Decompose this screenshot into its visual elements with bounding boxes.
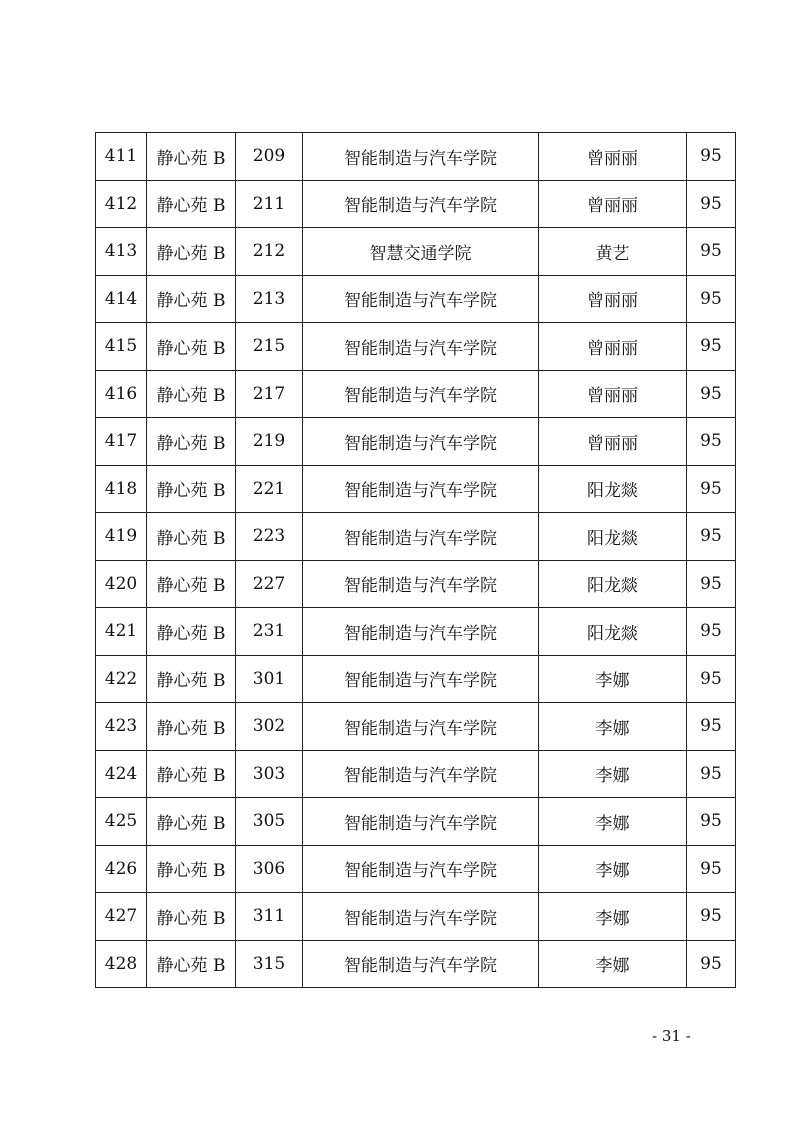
table-row [96,940,736,988]
score-cell: 95 [687,513,736,561]
college-cell: 智慧交通学院 [303,228,539,276]
room-number-cell: 223 [236,513,303,561]
table-row [96,228,736,276]
counselor-cell: 阳龙燚 [539,560,687,608]
table-row [96,798,736,846]
row-index-cell: 411 [96,133,147,181]
score-cell: 95 [687,418,736,466]
room-number-cell: 221 [236,465,303,513]
score-cell: 95 [687,228,736,276]
table-row [96,513,736,561]
score-cell: 95 [687,180,736,228]
table-row [96,275,736,323]
room-number-cell: 231 [236,608,303,656]
row-index-cell: 420 [96,560,147,608]
room-number-cell: 219 [236,418,303,466]
counselor-cell: 阳龙燚 [539,608,687,656]
building-cell: 静心苑 B [147,940,236,988]
college-cell: 智能制造与汽车学院 [303,655,539,703]
row-index-cell: 418 [96,465,147,513]
table-row [96,655,736,703]
room-number-cell: 311 [236,893,303,941]
room-number-cell: 212 [236,228,303,276]
building-cell: 静心苑 B [147,180,236,228]
college-cell: 智能制造与汽车学院 [303,703,539,751]
table-row [96,703,736,751]
score-cell: 95 [687,275,736,323]
college-cell: 智能制造与汽车学院 [303,845,539,893]
room-number-cell: 302 [236,703,303,751]
counselor-cell: 曾丽丽 [539,275,687,323]
row-index-cell: 415 [96,323,147,371]
score-cell: 95 [687,655,736,703]
counselor-cell: 曾丽丽 [539,180,687,228]
counselor-cell: 阳龙燚 [539,465,687,513]
room-number-cell: 301 [236,655,303,703]
score-cell: 95 [687,893,736,941]
counselor-cell: 李娜 [539,703,687,751]
counselor-cell: 阳龙燚 [539,513,687,561]
counselor-cell: 李娜 [539,940,687,988]
college-cell: 智能制造与汽车学院 [303,560,539,608]
table-row [96,133,736,181]
college-cell: 智能制造与汽车学院 [303,180,539,228]
row-index-cell: 425 [96,798,147,846]
page-number: - 31 - [652,1027,691,1045]
college-cell: 智能制造与汽车学院 [303,133,539,181]
room-number-cell: 315 [236,940,303,988]
building-cell: 静心苑 B [147,845,236,893]
table-body [96,133,736,988]
row-index-cell: 412 [96,180,147,228]
building-cell: 静心苑 B [147,418,236,466]
row-index-cell: 427 [96,893,147,941]
row-index-cell: 422 [96,655,147,703]
room-number-cell: 306 [236,845,303,893]
building-cell: 静心苑 B [147,513,236,561]
counselor-cell: 黄艺 [539,228,687,276]
dormitory-score-table [95,132,736,988]
score-cell: 95 [687,133,736,181]
score-cell: 95 [687,798,736,846]
row-index-cell: 416 [96,370,147,418]
building-cell: 静心苑 B [147,560,236,608]
building-cell: 静心苑 B [147,465,236,513]
college-cell: 智能制造与汽车学院 [303,323,539,371]
score-cell: 95 [687,845,736,893]
building-cell: 静心苑 B [147,228,236,276]
row-index-cell: 419 [96,513,147,561]
building-cell: 静心苑 B [147,133,236,181]
score-cell: 95 [687,560,736,608]
college-cell: 智能制造与汽车学院 [303,750,539,798]
table-row [96,750,736,798]
table-row [96,845,736,893]
counselor-cell: 李娜 [539,655,687,703]
counselor-cell: 曾丽丽 [539,418,687,466]
counselor-cell: 李娜 [539,845,687,893]
score-cell: 95 [687,465,736,513]
room-number-cell: 305 [236,798,303,846]
row-index-cell: 413 [96,228,147,276]
score-cell: 95 [687,608,736,656]
table-row [96,180,736,228]
college-cell: 智能制造与汽车学院 [303,275,539,323]
table-row [96,465,736,513]
room-number-cell: 227 [236,560,303,608]
score-cell: 95 [687,370,736,418]
counselor-cell: 曾丽丽 [539,323,687,371]
college-cell: 智能制造与汽车学院 [303,370,539,418]
room-number-cell: 211 [236,180,303,228]
score-cell: 95 [687,703,736,751]
room-number-cell: 213 [236,275,303,323]
row-index-cell: 421 [96,608,147,656]
score-cell: 95 [687,323,736,371]
building-cell: 静心苑 B [147,893,236,941]
counselor-cell: 李娜 [539,750,687,798]
college-cell: 智能制造与汽车学院 [303,798,539,846]
college-cell: 智能制造与汽车学院 [303,465,539,513]
table-row [96,608,736,656]
room-number-cell: 215 [236,323,303,371]
counselor-cell: 李娜 [539,798,687,846]
row-index-cell: 424 [96,750,147,798]
row-index-cell: 426 [96,845,147,893]
table-row [96,418,736,466]
building-cell: 静心苑 B [147,370,236,418]
building-cell: 静心苑 B [147,655,236,703]
building-cell: 静心苑 B [147,798,236,846]
counselor-cell: 曾丽丽 [539,370,687,418]
room-number-cell: 303 [236,750,303,798]
room-number-cell: 217 [236,370,303,418]
table-row [96,323,736,371]
table-row [96,893,736,941]
table-row [96,370,736,418]
score-cell: 95 [687,940,736,988]
score-cell: 95 [687,750,736,798]
row-index-cell: 423 [96,703,147,751]
table-row [96,560,736,608]
row-index-cell: 417 [96,418,147,466]
building-cell: 静心苑 B [147,750,236,798]
college-cell: 智能制造与汽车学院 [303,940,539,988]
row-index-cell: 414 [96,275,147,323]
building-cell: 静心苑 B [147,323,236,371]
college-cell: 智能制造与汽车学院 [303,513,539,561]
college-cell: 智能制造与汽车学院 [303,608,539,656]
room-number-cell: 209 [236,133,303,181]
building-cell: 静心苑 B [147,275,236,323]
counselor-cell: 李娜 [539,893,687,941]
row-index-cell: 428 [96,940,147,988]
building-cell: 静心苑 B [147,608,236,656]
college-cell: 智能制造与汽车学院 [303,893,539,941]
building-cell: 静心苑 B [147,703,236,751]
college-cell: 智能制造与汽车学院 [303,418,539,466]
counselor-cell: 曾丽丽 [539,133,687,181]
